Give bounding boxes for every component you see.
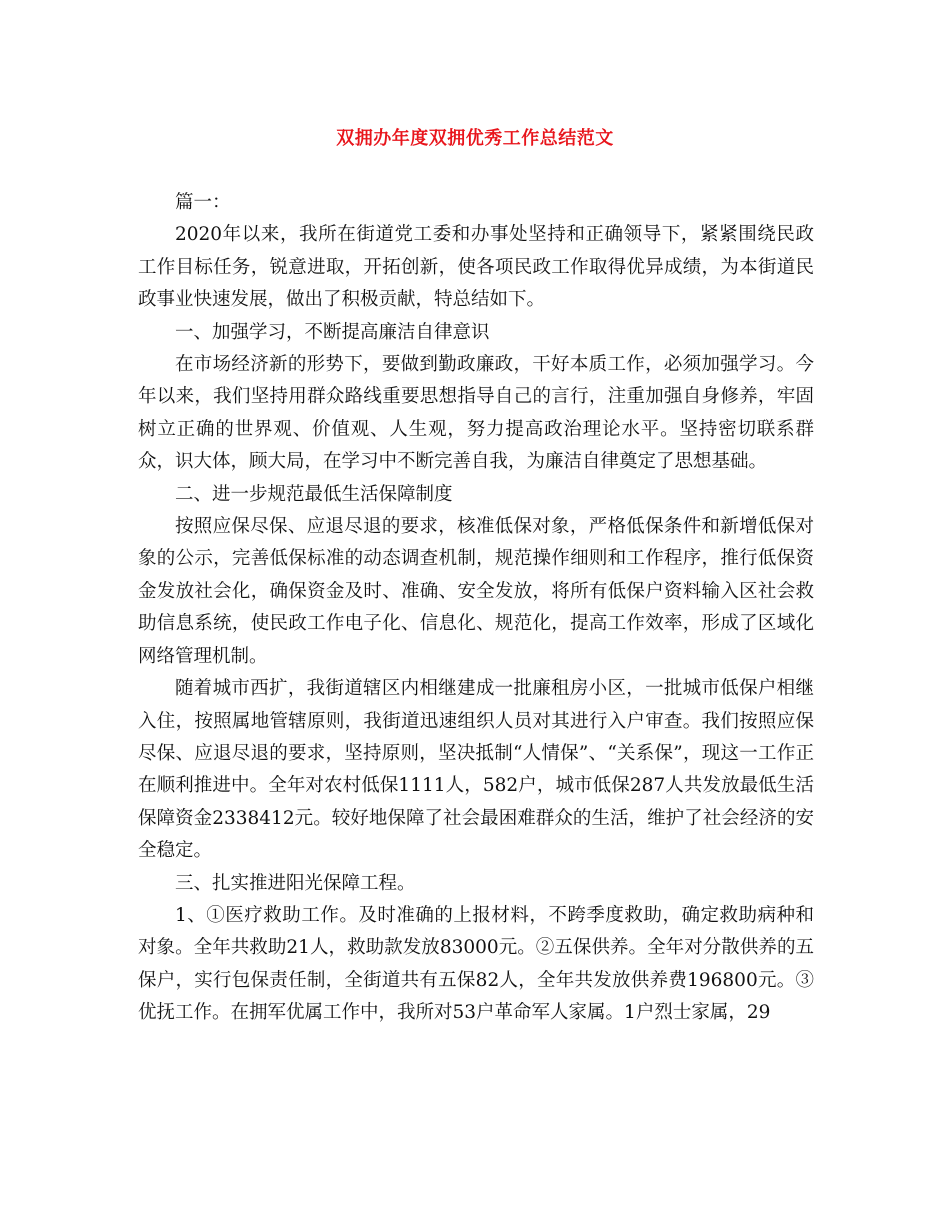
section-label-part-one: 篇一： xyxy=(175,192,231,213)
heading-section-3: 三、扎实推进阳光保障工程。 xyxy=(175,872,416,894)
paragraph-low-income-review: 随着城市西扩，我街道辖区内相继建成一批廉租房小区，一批城市低保户相继入住，按照属地管辖原则，我街道迅速组织人员对其进行入户审查。我们按照应保尽保、应退尽退的要求，坚持原则，坚决抵制“人情保”、“关系保”，现这一工作正在顺利推进中。全年对农村低保1111人，582户，城市低保287人共发放最低生活保障资金2338412元。较好地保障了社会最困难群众的生活，维护了社会经济的安全稳定。 xyxy=(138,678,814,862)
heading-section-1: 一、加强学习，不断提高廉洁自律意识 xyxy=(175,321,490,343)
document-title: 双拥办年度双拥优秀工作总结范文 xyxy=(336,128,614,149)
heading-section-2: 二、进一步规范最低生活保障制度 xyxy=(175,483,453,505)
paragraph-low-income-standards: 按照应保尽保、应退尽退的要求，核准低保对象，严格低保条件和新增低保对象的公示，完善低保标准的动态调查机制，规范操作细则和工作程序，推行低保资金发放社会化，确保资金及时、准确、安全发放，将所有低保户资料输入区社会救助信息系统，使民政工作电子化、信息化、规范化，提高工作效率，形成了区域化网络管理机制。 xyxy=(138,516,814,667)
document-body xyxy=(138,187,814,1030)
paragraph-relief-work: 1、①医疗救助工作。及时准确的上报材料，不跨季度救助，确定救助病种和对象。全年共救助21人，救助款发放83000元。②五保供养。全年对分散供养的五保户，实行包保责任制，全街道共有五保82人，全年共发放供养费196800元。③优抚工作。在拥军优属工作中，我所对53户革命军人家属。1户烈士家属，29 xyxy=(138,904,814,1024)
paragraph-study: 在市场经济新的形势下，要做到勤政廉政，干好本质工作，必须加强学习。今年以来，我们坚持用群众路线重要思想指导自己的言行，注重加强自身修养，牢固树立正确的世界观、价值观、人生观，努力提高政治理论水平。坚持密切联系群众，识大体，顾大局，在学习中不断完善自我，为廉洁自律奠定了思想基础。 xyxy=(138,354,814,473)
paragraph-intro: 2020年以来，我所在街道党工委和办事处坚持和正确领导下，紧紧围绕民政工作目标任务，锐意进取，开拓创新，使各项民政工作取得优异成绩，为本街道民政事业快速发展，做出了积极贡献，特总结如下。 xyxy=(138,224,814,311)
